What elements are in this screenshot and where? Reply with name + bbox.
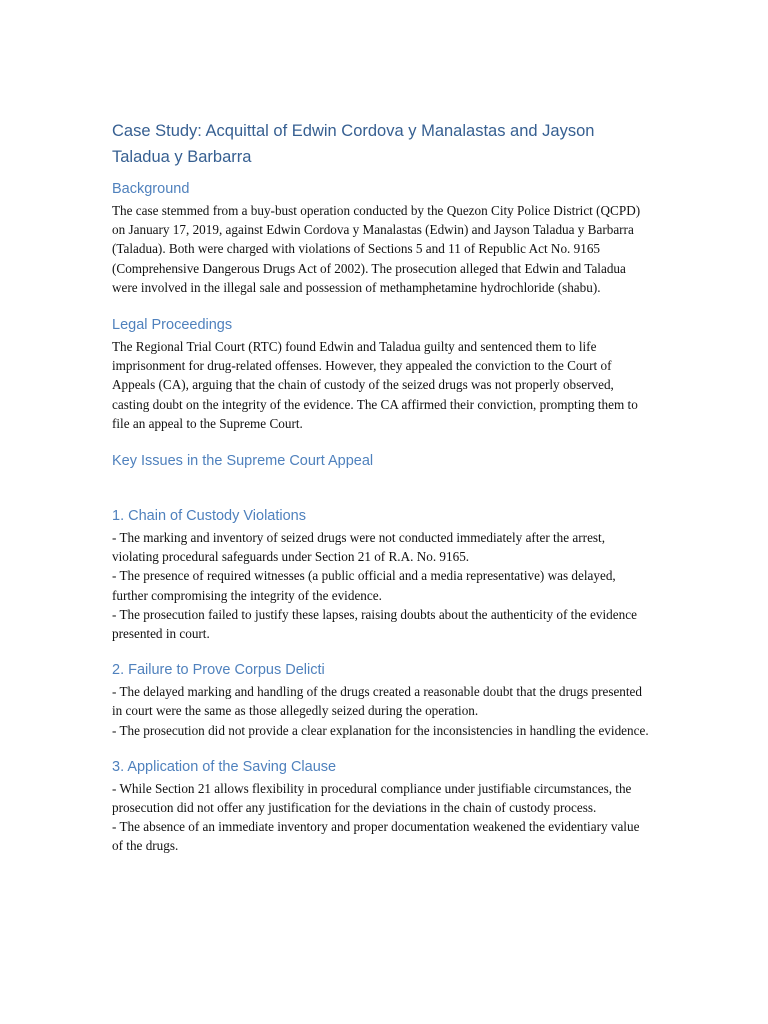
issue2-heading: 2. Failure to Prove Corpus Delicti (112, 662, 325, 679)
issue2-point: - The prosecution did not provide a clear explanation for the inconsistencies in handling the evidence. (112, 722, 649, 738)
background-paragraph: The case stemmed from a buy-bust operation conducted by the Quezon City Police District (QCPD) on January 17, 2019, against Edwin Cordova y Manalastas (Edwin) and Jayson Taladua y Barbarra (Taladua). Both were charged with violations of Sections 5 and 11 of Republic Act No. 9165 (Comprehensive Dangerous Drugs Act of 2002). The prosecution alleged that Edwin and Taladua were involved in the illegal sale and possession of methamphetamine hydrochloride (shabu). (112, 203, 641, 295)
document-page (112, 118, 652, 856)
issue2-point: - The delayed marking and handling of the drugs created a reasonable doubt that the drugs presented in court were the same as those allegedly seized during the operation. (112, 684, 643, 719)
issue1-point: - The presence of required witnesses (a public official and a media representative) was delayed, further compromising the integrity of the evidence. (112, 568, 616, 603)
issue1-point: - The marking and inventory of seized drugs were not conducted immediately after the arrest, violating procedural safeguards under Section 21 of R.A. No. 9165. (112, 530, 606, 565)
issue3-point: - The absence of an immediate inventory and proper documentation weakened the evidentiary value of the drugs. (112, 819, 640, 854)
legal-proceedings-heading: Legal Proceedings (112, 317, 233, 334)
issue3-point: - While Section 21 allows flexibility in procedural compliance under justifiable circumstances, the prosecution did not offer any justification for the deviations in the chain of custody process. (112, 780, 632, 816)
key-issues-heading: Key Issues in the Supreme Court Appeal (112, 453, 374, 470)
issue1-point: - The prosecution failed to justify these lapses, raising doubts about the authenticity of the evidence presented in court. (112, 606, 637, 642)
issue3-heading: 3. Application of the Saving Clause (112, 758, 337, 775)
issue1-heading: 1. Chain of Custody Violations (112, 508, 306, 525)
legal-proceedings-paragraph: The Regional Trial Court (RTC) found Edwin and Taladua guilty and sentenced them to life imprisonment for drug-related offenses. However, they appealed the conviction to the Court of Appeals (CA), arguing that the chain of custody of the seized drugs was not properly observed, casting doubt on the integrity of the evidence. The CA affirmed their conviction, prompting them to file an appeal to the Supreme Court. (112, 339, 638, 431)
background-heading: Background (112, 181, 190, 197)
document-title: Case Study: Acquittal of Edwin Cordova y Manalastas and Jayson Taladua y Barbarra (112, 122, 595, 166)
